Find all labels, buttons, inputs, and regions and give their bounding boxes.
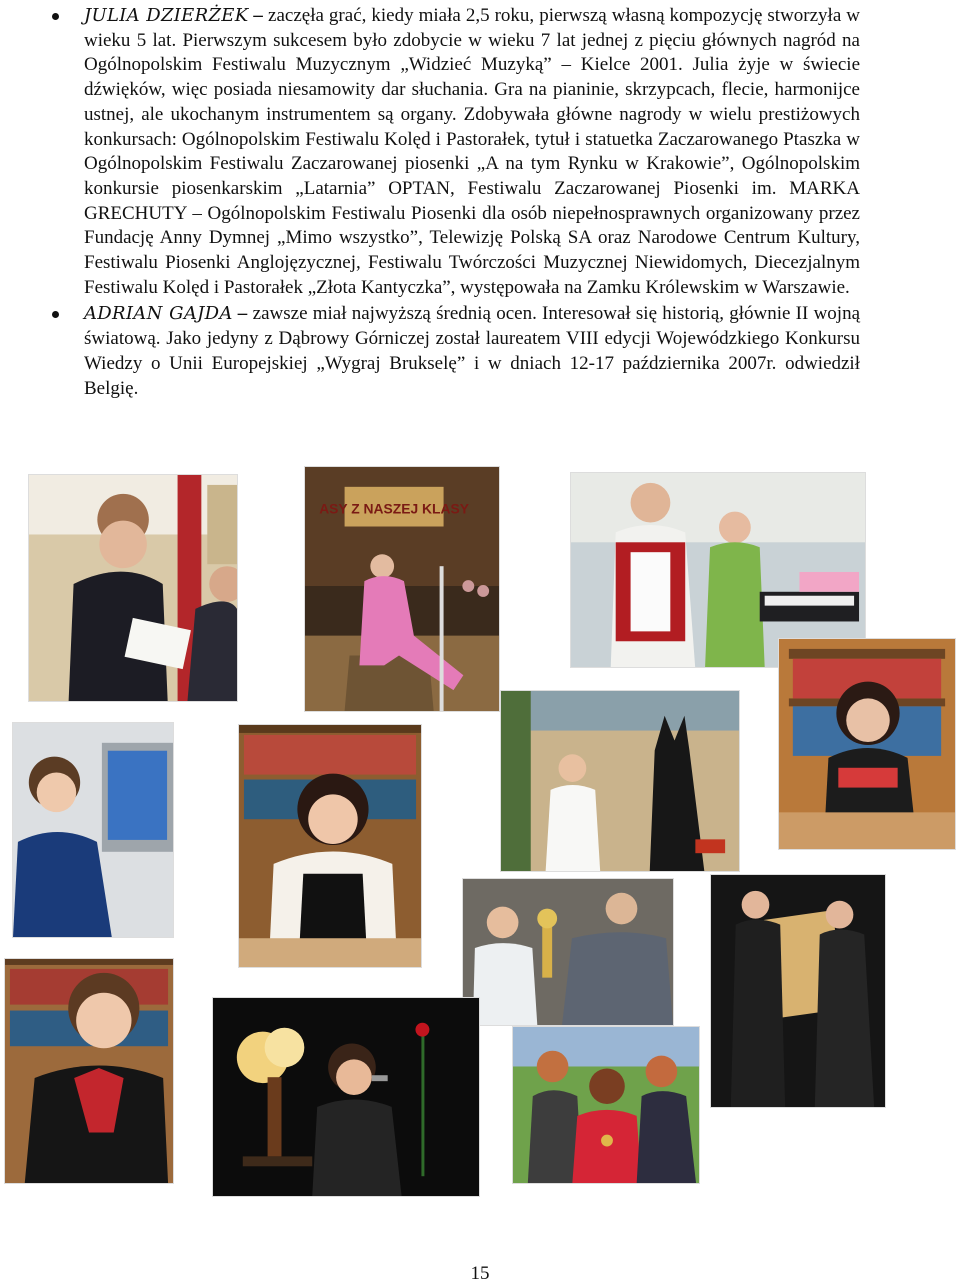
page-number: 15 [470,1263,490,1284]
list-item-adrian [48,302,860,401]
list-item-julia [48,4,860,300]
entry-text: zaczęła grać, kiedy miała 2,5 roku, pierwszą własną kompozycję stworzyła w wieku 5 lat. Pierwszym sukcesem było zdobycie w wieku 7 lat jednej z pięciu głównych nagród na Ogólnopolskim Festiwalu Muzycznym „Widzieć Muzyką” – Kielce 2001. Julia żyje w świecie dźwięków, więc posiada niesamowity dar słuchania. Gra na pianinie, skrzypcach, flecie, harmonijce ustnej, ale ukochanym instrumentem są organy. Zdobywała główne nagrody w wielu prestiżowych konkursach: Ogólnopolskim Festiwalu Kolęd i Pastorałek, tytuł i statuetka Zaczarowanego Ptaszka w Ogólnopolskim Festiwalu Zaczarowanej piosenki „A na tym Rynku w Krakowie”, Ogólnopolskim konkursie piosenkarskim „Latarnia” OPTAN, Festiwalu Zaczarowanej Piosenki im. MARKA GRECHUTY – Ogólnopolskim Festiwalu Piosenki dla osób niepełnosprawnych organizowany przez Fundację Anny Dymnej „Mimo wszystko”, Telewizję Polską SA oraz Narodowe Centrum Kultury, Festiwalu Piosenki Anglojęzycznej, Festiwalu Twórczości Muzycznej Niewidomych, Diecezjalnym Festiwalu Kolęd i Pastorałek „Złota Kantyczka”, występowała na Zamku Królewskim w Warszawie. [84,5,861,298]
photo-medal-group [512,1026,700,1184]
photo-girl-folk-costume [238,724,422,968]
bullet-icon [52,311,59,318]
photo-trophy-presentation [462,878,674,1026]
stage-banner-text: ASY Z NASZEJ KLASY [319,500,469,517]
photo-boy-computer [12,722,174,938]
photo-girls-stage-duet [710,874,886,1108]
name-dash: – [232,303,248,325]
photo-boy-anubis-statue [500,690,740,872]
person-name: ADRIAN GAJDA [84,303,233,325]
name-dash: – [248,5,264,26]
photo-award-ceremony [28,474,238,702]
article-text [48,4,860,401]
bullet-icon [52,13,59,20]
photo-girl-red-scarf [4,958,174,1184]
photo-stage-performance [304,466,500,712]
photo-girl-bookshelf [778,638,956,850]
entry-text: zawsze miał najwyższą średnią ocen. Interesował się historią, głównie II wojną światową. Jako jedyny z Dąbrowy Górniczej został laureatem VIII edycji Wojewódzkiego Konkursu Wiedzy o Unii Europejskiej „Wygraj Brukselę” i w dniach 12-17 października 2007r. odwiedził Belgię. [84,303,860,399]
person-name: JULIA DZIERŻEK [84,5,249,26]
photo-girl-singing-microphone [212,997,480,1197]
